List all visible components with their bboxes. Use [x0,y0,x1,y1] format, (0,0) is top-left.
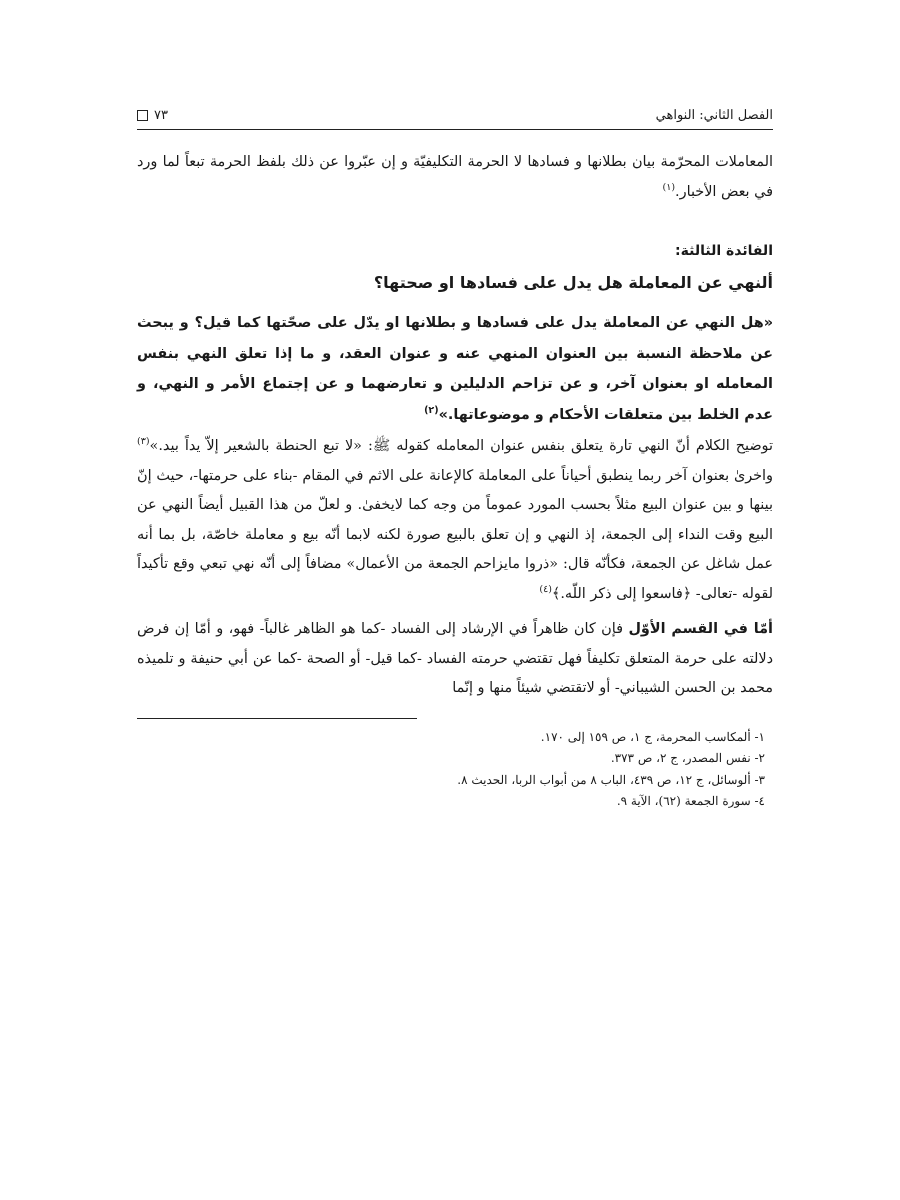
intro-paragraph [137,148,773,207]
page-number: ٧٣ [154,108,168,123]
running-header [137,108,773,130]
main-text-part1: توضيح الكلام أنّ النهي تارة يتعلق بنفس عنوان المعامله كقوله ﷺ: «لا تبع الحنطة بالشعير إلاّ يداً بيد.» [149,438,773,454]
footnote-ref-1[interactable]: (١) [662,181,676,193]
footnote-divider [137,718,417,719]
section-label: الفائدة الثالثة: [675,243,773,259]
chapter-title: الفصل الثاني: النواهي [655,108,773,123]
intro-text: المعاملات المحرّمة بيان بطلانها و فسادها لا الحرمة التكليفيّة و إن عبّروا عن ذلك بلفظ الحرمة تبعاً لما ورد في بعض الأخبار. [137,154,773,200]
main-text-part2: واخرىٰ بعنوان آخر ربما ينطبق أحياناً على المعاملة كالإعانة على الاثم في المقام -بناء على حرمتها-، حيث إنّ بينها و بين عنوان البيع مثلاً بحسب المورد عموماً من وجه كما لايخفىٰ. و لعلّ من هذا القبيل أيضاً النهي عن البيع وقت النداء إلى الجمعة، إذ النهي و إن تعلق بالبيع صورة لكنه لابما أنّه بيع و معاملة خاصّة، بل بما أنه عمل شاغل عن الجمعة، فكأنّه قال: «ذروا مايزاحم الجمعة من الأعمال» مضافاً إلى أنّه نهي تبعي وقع تأكيداً لقوله -تعالى- ﴿فاسعوا إلى ذكر اللّه.﴾ [137,467,773,602]
main-paragraph [137,432,773,609]
footnote-1: ١- ألمكاسب المحرمة، ج ١، ص ١٥٩ إلى ١٧٠. [540,729,765,744]
footnote-ref-3[interactable]: (٣) [137,436,150,448]
square-marker-icon [137,110,148,121]
footnote-3: ٣- ألوسائل، ج ١٢، ص ٤٣٩، الباب ٨ من أبواب الربا، الحديث ٨. [457,772,765,787]
second-paragraph-text: فإن كان ظاهراً في الإرشاد إلى الفساد -كما هو الظاهر غالباً- فهو، و أمّا إن فرض دلالته على حرمة المتعلق تكليفاً فهل تقتضي حرمته الفساد -كما قيل- أو الصحة -كما عن أبي حنيفة و تلميذه محمد بن الحسن الشيباني- أو لاتقتضي شيئاً منها و إنّما [137,621,773,696]
second-paragraph-lead: أمّا في القسم الأوّل [628,621,773,637]
footnote-2: ٢- نفس المصدر، ج ٢، ص ٣٧٣. [610,751,765,765]
page-number-group [137,108,168,123]
footnote-ref-4[interactable]: (٤) [539,583,552,595]
footnote-ref-2[interactable]: (٢) [424,404,439,416]
footnote-4: ٤- سورة الجمعة (٦٢)، الآية ٩. [616,794,765,808]
quoted-passage [137,308,773,430]
footnotes [137,727,773,813]
second-paragraph [137,615,773,704]
quote-text: «هل النهي عن المعاملة يدل على فسادها و بطلانها او يدّل على صحّتها كما قيل؟ و يبحث عن ملاحظة النسبة بين العنوان المنهي عنه و عنوان العقد، و ما إذا تعلق النهي بنفس المعامله او بعنوان آخر، و عن تزاحم الدليلين و تعارضهما و عن إجتماع الأمر و النهي، و عدم الخلط بين متعلقات الأحكام و موضوعاتها.» [137,315,773,423]
section-question: ألنهي عن المعاملة هل يدل على فسادها او صحتها؟ [373,273,773,292]
book-page [137,108,773,813]
